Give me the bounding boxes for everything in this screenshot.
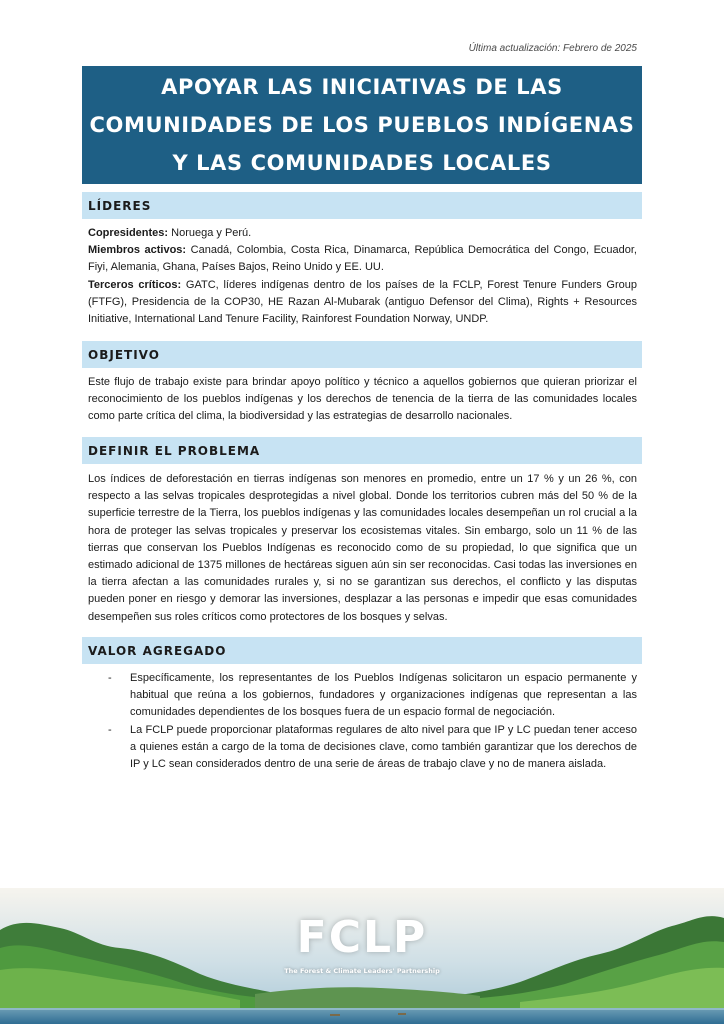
lideres-content <box>88 225 637 328</box>
section-title-objetivo: OBJETIVO <box>88 347 160 362</box>
section-header-lideres <box>82 192 642 219</box>
fclp-logo-mark: FCLP <box>296 912 428 963</box>
title-line-3: Y LAS COMUNIDADES LOCALES <box>172 151 552 175</box>
valor-bullet-list <box>108 670 637 773</box>
title-line-1: APOYAR LAS INICIATIVAS DE LAS <box>161 75 563 99</box>
page-title <box>90 68 635 182</box>
section-header-objetivo <box>82 341 642 368</box>
section-header-valor <box>82 637 642 664</box>
copresidentes-line: Copresidentes: Noruega y Perú. <box>88 227 252 239</box>
title-banner <box>82 66 642 184</box>
fclp-tagline: The Forest & Climate Leaders' Partnership <box>284 967 440 975</box>
problema-text: Los índices de deforestación en tierras indígenas son menores en promedio, entre un 17 % y un 26 %, con respecto a las selvas tropicales desprotegidas a nivel global. Donde los territorios cubren más del 50 % de la superficie terrestre de la Tierra, los pueblos indígenas y las comunidades locales desempeñan un rol crucial a la hora de proteger las selvas tropicales y preservar los ecosistemas vitales. Sin embargo, solo un 11 % de las tierras que conservan los Pueblos Indígenas es reconocido como de su propiedad, lo que significa que un estimado adicional de 1375 millones de hectáreas siguen aún sin ser reconocidas. Casi todas las inversiones en la tierra afectan a las comunidades rurales y, si no se garantizan sus derechos, el conflicto y las disputas pueden poner en riesgo y demorar las inversiones, desplazar a las personas e impedir que esas comunidades desempeñen sus roles críticos como protectores de los bosques y selvas. <box>88 473 637 623</box>
section-title-valor: VALOR AGREGADO <box>88 643 227 658</box>
section-title-lideres: LÍDERES <box>88 198 152 213</box>
miembros-line: Miembros activos: Canadá, Colombia, Costa Rica, Dinamarca, República Democrática del Congo, Ecuador, Fiyi, Alemania, Ghana, Países Bajos, Reino Unido y EE. UU. <box>88 244 637 274</box>
list-item: - La FCLP puede proporcionar plataformas regulares de alto nivel para que IP y LC puedan tener acceso a quienes están a cargo de la toma de decisiones clave, como también garantizar que los derechos de IP y LC sean considerados dentro de una serie de áreas de trabajo clave y no de manera aislada. <box>108 722 637 774</box>
last-updated-date: Última actualización: Febrero de 2025 <box>468 43 637 54</box>
fclp-logo <box>0 912 724 975</box>
list-item: - Específicamente, los representantes de los Pueblos Indígenas solicitaron un espacio permanente y habitual que reúna a los gobiernos, fundadores y organizaciones indígenas que representan a las comunidades dependientes de los bosques fuera de un espacio formal de negociación. <box>108 670 637 722</box>
title-line-2: COMUNIDADES DE LOS PUEBLOS INDÍGENAS <box>89 113 635 137</box>
section-title-problema: DEFINIR EL PROBLEMA <box>88 443 261 458</box>
terceros-line: Terceros críticos: GATC, líderes indígenas dentro de los países de la FCLP, Forest Tenure Funders Group (FTFG), Presidencia de la COP30, HE Razan Al-Mubarak (antiguo Defensor del Clima), Rights + Resources Initiative, International Land Tenure Facility, Rainforest Foundation Norway, UNDP. <box>88 278 637 326</box>
objetivo-text: Este flujo de trabajo existe para brindar apoyo político y técnico a aquellos gobiernos que quieran priorizar el reconocimiento de los pueblos indígenas y los derechos de tenencia de la tierra de las comunidades locales como parte crítica del clima, la biodiversidad y las estrategias de desarrollo nacionales. <box>88 376 637 423</box>
section-header-problema <box>82 437 642 464</box>
